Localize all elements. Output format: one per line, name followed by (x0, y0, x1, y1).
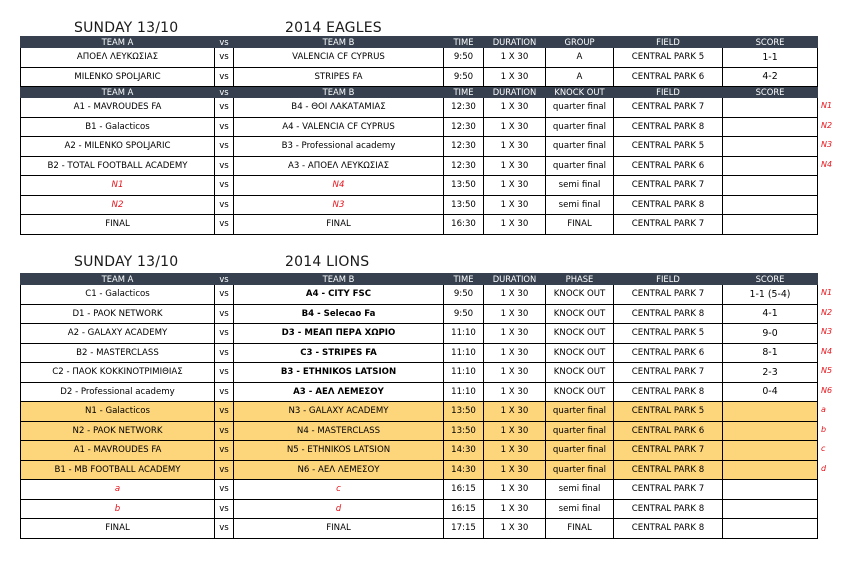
cell-phase: quarter final (546, 98, 614, 118)
cell-team-a: MILENKO SPOLJARIC (21, 67, 215, 87)
cell-team-b: N4 (234, 176, 444, 196)
cell-vs: vs (215, 421, 234, 441)
cell-score: 9-0 (723, 324, 818, 344)
cell-phase: KNOCK OUT (546, 382, 614, 402)
lions-day: SUNDAY 13/10 (74, 254, 179, 270)
cell-score: 8-1 (723, 343, 818, 363)
header-score: SCORE (723, 274, 818, 285)
cell-duration: 1 X 30 (484, 441, 546, 461)
cell-team-a: a (21, 480, 215, 500)
cell-time: 12:30 (444, 117, 484, 137)
cell-field: CENTRAL PARK 7 (614, 441, 723, 461)
cell-vs: vs (215, 441, 234, 461)
cell-team-a: C2 - ΠΑΟΚ ΚΟΚΚΙΝΟΤΡΙΜΙΘΙΑΣ (21, 363, 215, 383)
header-team-b: TEAM B (234, 87, 444, 98)
cell-score: 2-3 (723, 363, 818, 383)
header-vs: vs (215, 37, 234, 48)
cell-duration: 1 X 30 (484, 460, 546, 480)
cell-vs: vs (215, 480, 234, 500)
header-team-b: TEAM B (234, 274, 444, 285)
cell-time: 13:50 (444, 421, 484, 441)
cell-team-b: FINAL (234, 519, 444, 539)
cell-time: 14:30 (444, 441, 484, 461)
table-row (21, 98, 818, 118)
cell-phase: KNOCK OUT (546, 285, 614, 305)
cell-time: 9:50 (444, 285, 484, 305)
cell-phase: semi final (546, 195, 614, 215)
cell-team-a: N2 (21, 195, 215, 215)
cell-team-a: A2 - GALAXY ACADEMY (21, 324, 215, 344)
cell-team-b: N5 - ETHNIKOS LATSION (234, 441, 444, 461)
cell-score (723, 195, 818, 215)
cell-time: 12:30 (444, 156, 484, 176)
lions-title: 2014 LIONS (285, 254, 370, 270)
side-note: N4 (821, 159, 833, 169)
cell-team-a: A1 - MAVROUDES FA (21, 441, 215, 461)
cell-time: 11:10 (444, 343, 484, 363)
side-note: N3 (821, 140, 833, 150)
header-field: FIELD (614, 37, 723, 48)
side-note: N3 (821, 327, 833, 337)
side-note: a (821, 405, 826, 415)
cell-team-a: N1 - Galacticos (21, 402, 215, 422)
header-row (21, 37, 818, 48)
cell-team-a: b (21, 499, 215, 519)
cell-field: CENTRAL PARK 8 (614, 304, 723, 324)
cell-time: 11:10 (444, 324, 484, 344)
cell-duration: 1 X 30 (484, 67, 546, 87)
cell-team-a: C1 - Galacticos (21, 285, 215, 305)
table-row (21, 67, 818, 87)
cell-team-b: A3 - ΑΕΛ ΛΕΜΕΣΟΥ (234, 382, 444, 402)
table-row (21, 324, 818, 344)
cell-time: 12:30 (444, 137, 484, 157)
side-note: N4 (821, 346, 833, 356)
cell-score (723, 499, 818, 519)
header-vs: vs (215, 87, 234, 98)
table-row (21, 176, 818, 196)
cell-duration: 1 X 30 (484, 98, 546, 118)
cell-phase: quarter final (546, 117, 614, 137)
cell-score: 1-1 (723, 48, 818, 68)
side-note: c (821, 444, 826, 454)
header-vs: vs (215, 274, 234, 285)
cell-duration: 1 X 30 (484, 519, 546, 539)
table-row (21, 441, 818, 461)
table-row (21, 304, 818, 324)
cell-vs: vs (215, 48, 234, 68)
cell-duration: 1 X 30 (484, 382, 546, 402)
cell-score (723, 441, 818, 461)
cell-score (723, 460, 818, 480)
cell-team-b: c (234, 480, 444, 500)
cell-vs: vs (215, 343, 234, 363)
table-row (21, 480, 818, 500)
cell-field: CENTRAL PARK 8 (614, 460, 723, 480)
cell-time: 9:50 (444, 48, 484, 68)
side-note: N6 (821, 385, 833, 395)
header-duration: DURATION (484, 37, 546, 48)
cell-vs: vs (215, 137, 234, 157)
cell-score (723, 117, 818, 137)
cell-duration: 1 X 30 (484, 324, 546, 344)
eagles-table (20, 36, 818, 235)
cell-vs: vs (215, 324, 234, 344)
table-row (21, 137, 818, 157)
cell-field: CENTRAL PARK 7 (614, 480, 723, 500)
cell-phase: quarter final (546, 137, 614, 157)
cell-vs: vs (215, 519, 234, 539)
cell-duration: 1 X 30 (484, 499, 546, 519)
header-time: TIME (444, 87, 484, 98)
cell-vs: vs (215, 402, 234, 422)
header-phase: KNOCK OUT (546, 87, 614, 98)
cell-team-b: N6 - ΑΕΛ ΛΕΜΕΣΟΥ (234, 460, 444, 480)
cell-score (723, 480, 818, 500)
cell-vs: vs (215, 117, 234, 137)
cell-vs: vs (215, 176, 234, 196)
side-note: N2 (821, 307, 833, 317)
cell-time: 17:15 (444, 519, 484, 539)
cell-score: 0-4 (723, 382, 818, 402)
cell-score (723, 402, 818, 422)
cell-team-b: N3 - GALAXY ACADEMY (234, 402, 444, 422)
cell-team-b: A4 - VALENCIA CF CYPRUS (234, 117, 444, 137)
cell-vs: vs (215, 156, 234, 176)
cell-duration: 1 X 30 (484, 343, 546, 363)
cell-phase: FINAL (546, 519, 614, 539)
lions-table (20, 273, 818, 539)
cell-field: CENTRAL PARK 8 (614, 519, 723, 539)
cell-vs: vs (215, 499, 234, 519)
cell-duration: 1 X 30 (484, 195, 546, 215)
cell-phase: A (546, 67, 614, 87)
cell-team-b: A4 - CITY FSC (234, 285, 444, 305)
cell-phase: quarter final (546, 441, 614, 461)
header-time: TIME (444, 274, 484, 285)
side-note: N1 (821, 101, 833, 111)
cell-vs: vs (215, 304, 234, 324)
cell-vs: vs (215, 285, 234, 305)
cell-team-b: VALENCIA CF CYPRUS (234, 48, 444, 68)
side-note: d (821, 463, 827, 473)
cell-score (723, 519, 818, 539)
header-team-a: TEAM A (21, 37, 215, 48)
cell-field: CENTRAL PARK 5 (614, 48, 723, 68)
header-score: SCORE (723, 37, 818, 48)
cell-field: CENTRAL PARK 7 (614, 363, 723, 383)
cell-field: CENTRAL PARK 7 (614, 215, 723, 235)
table-row (21, 343, 818, 363)
table-row (21, 195, 818, 215)
header-score: SCORE (723, 87, 818, 98)
cell-phase: FINAL (546, 215, 614, 235)
cell-team-a: B2 - TOTAL FOOTBALL ACADEMY (21, 156, 215, 176)
cell-field: CENTRAL PARK 5 (614, 324, 723, 344)
header-duration: DURATION (484, 274, 546, 285)
cell-time: 14:30 (444, 460, 484, 480)
cell-duration: 1 X 30 (484, 363, 546, 383)
cell-time: 13:50 (444, 176, 484, 196)
cell-team-a: A2 - MILENKO SPOLJARIC (21, 137, 215, 157)
cell-time: 16:15 (444, 499, 484, 519)
cell-score (723, 215, 818, 235)
cell-duration: 1 X 30 (484, 137, 546, 157)
header-row (21, 274, 818, 285)
cell-field: CENTRAL PARK 8 (614, 117, 723, 137)
table-row (21, 215, 818, 235)
cell-score: 1-1 (5-4) (723, 285, 818, 305)
cell-field: CENTRAL PARK 7 (614, 176, 723, 196)
cell-score (723, 137, 818, 157)
table-row (21, 499, 818, 519)
cell-time: 16:15 (444, 480, 484, 500)
cell-field: CENTRAL PARK 5 (614, 137, 723, 157)
cell-score (723, 98, 818, 118)
cell-field: CENTRAL PARK 6 (614, 421, 723, 441)
cell-vs: vs (215, 460, 234, 480)
cell-phase: KNOCK OUT (546, 324, 614, 344)
cell-phase: KNOCK OUT (546, 343, 614, 363)
cell-team-a: N2 - PAOK NETWORK (21, 421, 215, 441)
cell-vs: vs (215, 67, 234, 87)
header-team-a: TEAM A (21, 87, 215, 98)
cell-phase: semi final (546, 499, 614, 519)
cell-team-a: D1 - PAOK NETWORK (21, 304, 215, 324)
cell-phase: quarter final (546, 460, 614, 480)
cell-team-b: N3 (234, 195, 444, 215)
cell-time: 11:10 (444, 363, 484, 383)
cell-score (723, 176, 818, 196)
table-row (21, 421, 818, 441)
cell-score (723, 421, 818, 441)
side-note: N2 (821, 120, 833, 130)
cell-time: 12:30 (444, 98, 484, 118)
cell-vs: vs (215, 215, 234, 235)
cell-team-a: D2 - Professional academy (21, 382, 215, 402)
cell-team-a: A1 - MAVROUDES FA (21, 98, 215, 118)
cell-vs: vs (215, 382, 234, 402)
cell-duration: 1 X 30 (484, 156, 546, 176)
cell-team-a: FINAL (21, 519, 215, 539)
cell-vs: vs (215, 98, 234, 118)
cell-team-b: B4 - ΘΟΙ ΛΑΚΑΤΑΜΙΑΣ (234, 98, 444, 118)
table-row (21, 117, 818, 137)
cell-time: 13:50 (444, 402, 484, 422)
cell-team-a: B2 - MASTERCLASS (21, 343, 215, 363)
cell-time: 9:50 (444, 304, 484, 324)
cell-team-a: ΑΠΟΕΛ ΛΕΥΚΩΣΙΑΣ (21, 48, 215, 68)
cell-duration: 1 X 30 (484, 421, 546, 441)
cell-team-a: B1 - Galacticos (21, 117, 215, 137)
cell-team-a: FINAL (21, 215, 215, 235)
cell-duration: 1 X 30 (484, 402, 546, 422)
side-note: N1 (821, 288, 833, 298)
cell-duration: 1 X 30 (484, 117, 546, 137)
cell-time: 9:50 (444, 67, 484, 87)
cell-field: CENTRAL PARK 8 (614, 195, 723, 215)
cell-team-b: FINAL (234, 215, 444, 235)
cell-team-a: B1 - MB FOOTBALL ACADEMY (21, 460, 215, 480)
table-row (21, 402, 818, 422)
cell-field: CENTRAL PARK 6 (614, 156, 723, 176)
cell-duration: 1 X 30 (484, 480, 546, 500)
cell-vs: vs (215, 195, 234, 215)
cell-time: 16:30 (444, 215, 484, 235)
header-row (21, 87, 818, 98)
cell-phase: quarter final (546, 421, 614, 441)
header-phase: GROUP (546, 37, 614, 48)
cell-phase: KNOCK OUT (546, 304, 614, 324)
table-row (21, 48, 818, 68)
cell-field: CENTRAL PARK 6 (614, 67, 723, 87)
cell-duration: 1 X 30 (484, 215, 546, 235)
cell-phase: A (546, 48, 614, 68)
cell-field: CENTRAL PARK 8 (614, 382, 723, 402)
cell-phase: quarter final (546, 156, 614, 176)
cell-field: CENTRAL PARK 8 (614, 499, 723, 519)
header-time: TIME (444, 37, 484, 48)
cell-team-b: C3 - STRIPES FA (234, 343, 444, 363)
cell-field: CENTRAL PARK 6 (614, 343, 723, 363)
cell-field: CENTRAL PARK 7 (614, 98, 723, 118)
cell-phase: quarter final (546, 402, 614, 422)
cell-field: CENTRAL PARK 7 (614, 285, 723, 305)
cell-duration: 1 X 30 (484, 285, 546, 305)
cell-duration: 1 X 30 (484, 48, 546, 68)
eagles-title: 2014 EAGLES (285, 20, 382, 36)
cell-team-a: N1 (21, 176, 215, 196)
table-row (21, 156, 818, 176)
cell-duration: 1 X 30 (484, 176, 546, 196)
cell-phase: KNOCK OUT (546, 363, 614, 383)
header-phase: PHASE (546, 274, 614, 285)
cell-team-b: STRIPES FA (234, 67, 444, 87)
cell-team-b: B3 - ETHNIKOS LATSION (234, 363, 444, 383)
cell-phase: semi final (546, 176, 614, 196)
cell-team-b: d (234, 499, 444, 519)
table-row (21, 460, 818, 480)
side-note: N5 (821, 366, 833, 376)
header-duration: DURATION (484, 87, 546, 98)
cell-duration: 1 X 30 (484, 304, 546, 324)
cell-phase: semi final (546, 480, 614, 500)
cell-score: 4-2 (723, 67, 818, 87)
eagles-day: SUNDAY 13/10 (74, 20, 179, 36)
header-team-a: TEAM A (21, 274, 215, 285)
header-field: FIELD (614, 274, 723, 285)
side-note: b (821, 424, 827, 434)
table-row (21, 519, 818, 539)
header-team-b: TEAM B (234, 37, 444, 48)
cell-time: 11:10 (444, 382, 484, 402)
cell-team-b: A3 - ΑΠΟΕΛ ΛΕΥΚΩΣΙΑΣ (234, 156, 444, 176)
header-field: FIELD (614, 87, 723, 98)
cell-time: 13:50 (444, 195, 484, 215)
table-row (21, 285, 818, 305)
table-row (21, 382, 818, 402)
cell-team-b: D3 - ΜΕΑΠ ΠΕΡΑ ΧΩΡΙΟ (234, 324, 444, 344)
cell-score (723, 156, 818, 176)
lions-titles (0, 254, 867, 274)
cell-score: 4-1 (723, 304, 818, 324)
cell-team-b: N4 - MASTERCLASS (234, 421, 444, 441)
cell-team-b: B4 - Selecao Fa (234, 304, 444, 324)
cell-field: CENTRAL PARK 5 (614, 402, 723, 422)
cell-team-b: B3 - Professional academy (234, 137, 444, 157)
table-row (21, 363, 818, 383)
cell-vs: vs (215, 363, 234, 383)
